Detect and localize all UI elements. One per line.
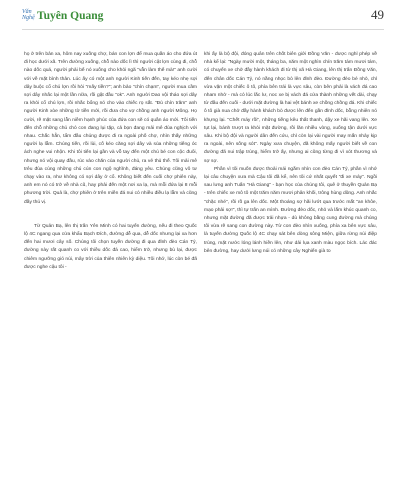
- left-column: [24, 51, 197, 272]
- left-paragraph-2: Từ Quản Bạ, lên thị trấn Yên Minh có hai tuyến đường, nếu đi theo Quốc lộ 4C ngang qua cửa khẩu Bạch Đích, đường dễ qua, dễ dốc nhưng lại xa hơn đến hai mươi cây số. Chúng tôi chọn tuyến đường đi qua đỉnh đèo Cán Tỷ, đường này rất quanh co với thiều dốc đá cao, hiểm trở, nhưng bù lại, được chiêm ngưỡng gió núi, mây trời của thiên nhiên kỳ diệu. Tôi nhớ, lúc còn bé đã được nghe cậu tôi -: [24, 223, 197, 270]
- logo-title: Tuyên Quang: [37, 10, 104, 22]
- logo-word-nghe: Nghệ: [22, 15, 35, 21]
- logo-word-van: Văn: [22, 9, 32, 15]
- left-paragraph-1: họ ở trên bản xa, hôm nay xuống chợ, bán con lợn để mua quần áo cho đứa út đi học dưới xã. Trên đường xuống, chỗ nào dốc lì thì người cật lợn cùng đi, chỗ nào dốc quá, người phải bế nó xuống cho khỏi ngã "vẫn làm thế mà!" anh cười với về mặt bình thản. Lúc ấy có một anh người Kinh tiến đến, tay kéo nhẹ sợi dây buộc cổ chú lợn rồi hỏi "mấy tiền?"; anh bảo "chín chạm", người mua cầm sợi dây nhấc lại một lần nữa, rồi gật đầu "ok". Anh người Dao vội tháo sợi dây ra khỏi cổ chú lợn, rồi nhắc bổng nó cho vào chiếc rọ sắt. "Đủ chín trăm" anh người Kinh xòe những tờ tiền mới, rồi đưa cho vợ chồng anh người Mông. Họ cười, rẽ mặt sang lẫn niềm hạnh phúc của đứa con sẽ có quần áo mới. Tôi tiến đến chỗ những chú chó con đang lụi tặp, cả bọn đang mải mê đùa nghịch với nhau. Chắc hẳn, tẩm đầu chúng được đi ra ngoài phố chợ, nhìn thấy những người lạ lẫm. Chúng tiến, rồi lùi, cố kéo căng sợi dây và sủa những tiếng óc ách nghe vui nhộn. Khi tôi tiến lại gần và vỗ tay đến một chú bé con cộc đuôi, nhưng nó vội quay đầu, rúc vào chăn của người chủ, ra vẻ thủ thế. Tôi mải mê trêu đùa cùng những chú cún con ngộ nghĩnh, đáng yêu. Chúng cũng vô tư chạy vào ra, như không có sợi dây ở cổ. Không biết đến cuối chợ phiên này, anh em nó có trở về nhà cũ, hay phải đến một nơi xa lạ, mà mỗi đứa lại 8 mỗi phương trời. Quả là, chợ phiên ở trên miền đá nui có nhiều điều lạ lẫm và cũng đầy thú vị.: [24, 52, 197, 205]
- page-header: [0, 0, 402, 30]
- right-paragraph-1: khi ấy là bộ đội, đóng quân trên chốt biên giới Đồng Văn - được nghỉ phép về nhà kể lại: "Ngày mười một, tháng ba, năm một nghìn chín trăm tám mươi tám, có chuyến xe chở đầy hành khách đi từ thị xã Hà Giang, lên thị trấn Đồng Văn, đến chân dốc Cán Tỷ, nó nằng nhọc bò lên đỉnh đèo. Đường đèo bé nhỏ, chỉ vừa vặn một chiếc ô tô, phía bên trái là vực sâu, còn bên phải là vách đá cao nham nhở - mà có lúc lắc lư, noc xe bị vách đá cứa thành những vết dài, chạy từ đầu đến cuối - dưới mặt đường là hai vệt bánh xe chồng chồng đá. Khi chiếc ô tô già nua chở đầy hành khách bò được lên đến gần đỉnh dốc, bỗng nhiên nó khựng lại. "Chết máy rồi", những tiếng kêu thất thanh, dậy xe hãi vang lên. Xe tụt lại, bánh trượt ra khỏi mặt đường, rồi lăn nhiều vòng, xuống tận dưới vực sâu. Khi bộ đội và người dân đến cứu, chỉ còn lại vài người may mắn nhảy kịp ra ngoài, nên sống sót". Ngày xưa chuyện, đã không mấy người biết về con đường đã nui trập trùng, hiểm trở ấy, nhưng ai cũng từng đi vì xót thương và sợ sợ.: [204, 52, 377, 164]
- right-column: [204, 51, 377, 256]
- right-paragraph-2: Phần vì tôi muốn được thoải mái ngắm nhìn con đèo Cán Tỷ, phần vì nhớ lại câu chuyện xưa mà Cậu tôi đã kể, nên tôi cứ nhất quyết "đi xe máy". Ngồi sau lưng anh Tuấn "Hà Giang" - bạn học của chúng tôi, quê ở thuyền Quản Bạ - trên chiếc xe mô tô một trăm năm mươi phân khối, trông hùng dũng. Anh nhắc "chặc nhé", rồi rồ ga lên dốc. Một thoáng sợ hãi lướt qua trước mắt "an khôe, mạo phải sợ!", thì tự trấn an mình. Đường đèo dốc, nhỏ và lắm khúc quanh co, nhưng mặt đường đã được trải nhựa - dù không bằng cung đường mà chúng tôi vừa rẽ sang con đường này. Từ con đèo nhìn xuống, phía xa bên vực sâu, là tuyến đường Quốc lộ 4C chạy sát bên dòng sông Miện, giữa rừng núi điệp trùng, mặt nước lóng lánh hiền lên, như dải lụa xanh màu ngọc bích. Lác đác bên đường, hay dưới lưng núi có những cây Nghiến già to: [204, 166, 377, 254]
- page-number: 49: [371, 7, 384, 22]
- paragraph-gap: [24, 207, 197, 223]
- header-divider: [22, 29, 384, 30]
